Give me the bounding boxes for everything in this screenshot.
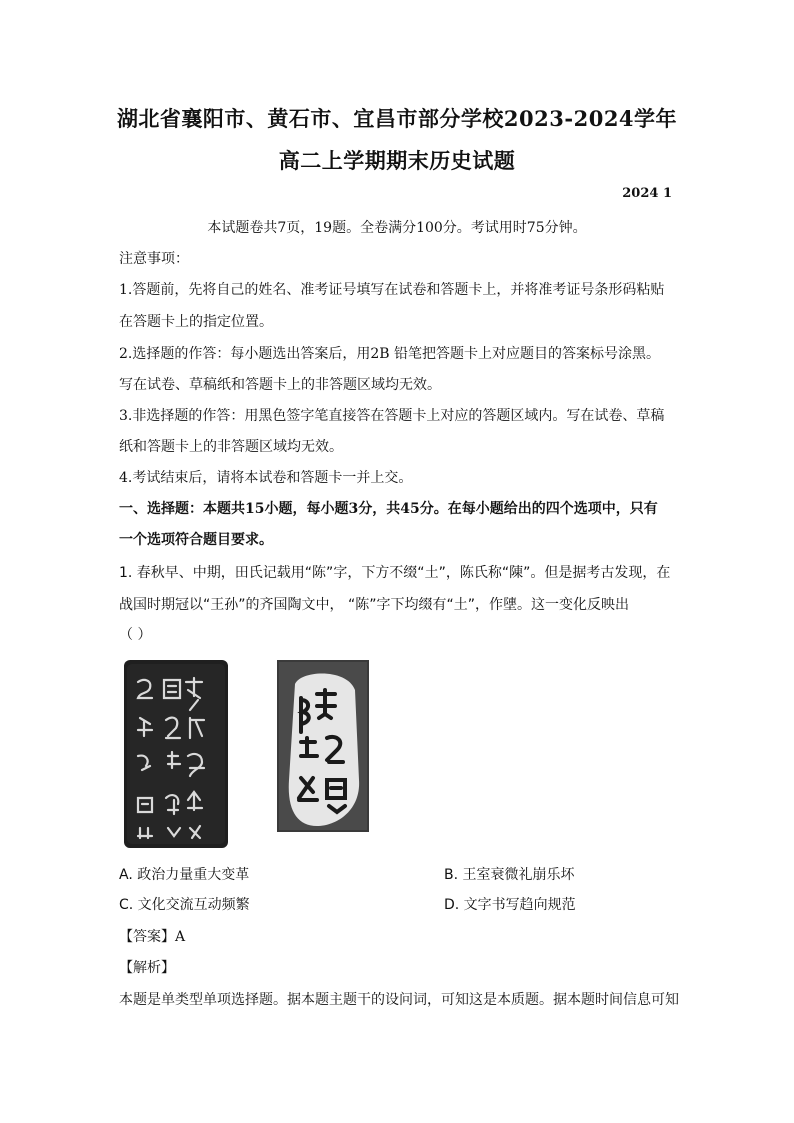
option-c[interactable]: C. 文化交流互动频繁 bbox=[119, 897, 250, 913]
analysis-heading: 【解析】 bbox=[119, 960, 175, 976]
section-heading-cont: 一个选项符合题目要求。 bbox=[119, 532, 273, 548]
note-line: 3.非选择题的作答：用黑色签字笔直接答在答题卡上对应的答题区域内。写在试卷、草稿 bbox=[119, 408, 665, 424]
exam-info: 本试题卷共7页，19题。全卷满分100分。考试用时75分钟。 bbox=[207, 220, 587, 236]
answer-blank: （ ） bbox=[119, 627, 152, 643]
note-line: 4.考试结束后，请将本试卷和答题卡一并上交。 bbox=[119, 470, 413, 486]
question-stem-cont: 战国时期冠以“王孙”的齐国陶文中， “陈”字下均缀有“土”，作塦。这一变化反映出 bbox=[119, 597, 629, 613]
exam-date: 2024 1 bbox=[622, 186, 672, 201]
analysis-text: 本题是单类型单项选择题。据本题主题干的设问词，可知这是本质题。据本题时间信息可知 bbox=[119, 992, 679, 1008]
pottery-inscription-rubbing-image bbox=[277, 660, 369, 832]
option-d[interactable]: D. 文字书写趋向规范 bbox=[444, 897, 576, 913]
notes-heading: 注意事项： bbox=[119, 251, 189, 267]
option-a[interactable]: A. 政治力量重大变革 bbox=[119, 867, 250, 883]
note-line: 2.选择题的作答：每小题选出答案后，用2B 铅笔把答题卡上对应题目的答案标号涂黑。 bbox=[119, 346, 661, 362]
note-line: 写在试卷、草稿纸和答题卡上的非答题区域均无效。 bbox=[119, 377, 441, 393]
option-b[interactable]: B. 王室衰微礼崩乐坏 bbox=[444, 867, 575, 883]
bronze-inscription-rubbing-image bbox=[124, 660, 228, 848]
answer-label: 【答案】A bbox=[119, 929, 186, 945]
exam-title-line2: 高二上学期期末历史试题 bbox=[278, 148, 516, 173]
exam-title-line1: 湖北省襄阳市、黄石市、宜昌市部分学校2023-2024学年 bbox=[116, 106, 678, 131]
section-heading: 一、选择题：本题共15小题，每小题3分，共45分。在每小题给出的四个选项中，只有 bbox=[119, 501, 658, 517]
note-line: 纸和答题卡上的非答题区域均无效。 bbox=[119, 439, 343, 455]
question-stem: 1. 春秋早、中期，田氏记载用“陈”字，下方不缀“土”，陈氏称“陳”。但是据考古发现，在 bbox=[119, 565, 671, 581]
note-line: 1.答题前，先将自己的姓名、准考证号填写在试卷和答题卡上，并将准考证号条形码粘贴 bbox=[119, 282, 665, 298]
note-line: 在答题卡上的指定位置。 bbox=[119, 314, 273, 330]
